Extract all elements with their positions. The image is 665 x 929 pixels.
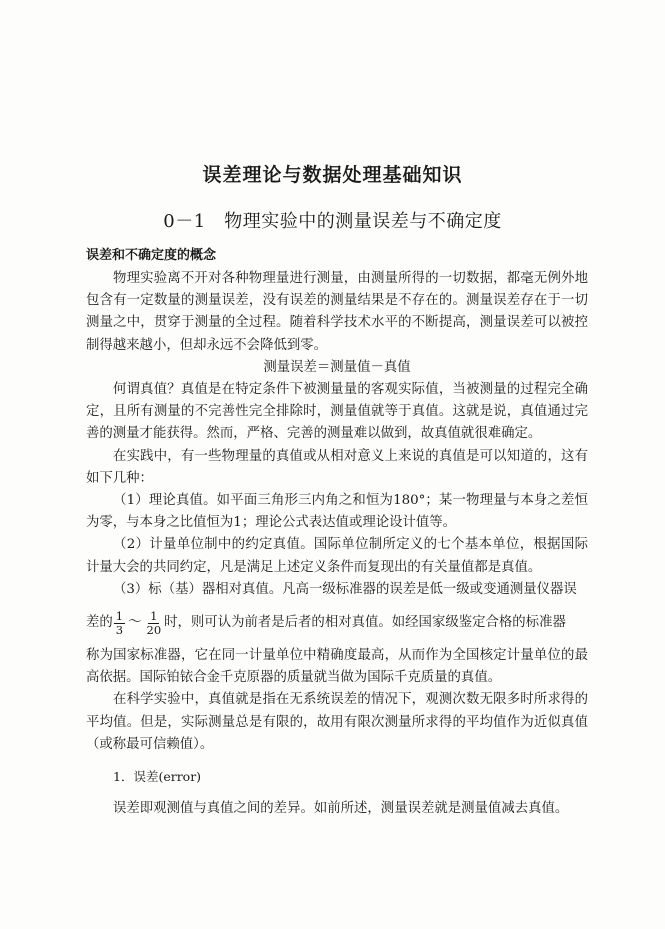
subheading: 误差和不确定度的概念 <box>86 248 217 263</box>
item-relative-true-value-line1: （3）标（基）器相对真值。凡高一级标准器的误差是低一级或变通测量仪器误 <box>113 581 577 597</box>
paragraph-true-value: 何谓真值？真值是在特定条件下被测量量的客观实际值，当被测量的过程完全确定，且所有测量的不完善性完全排除时，测量值就等于真值。这就是说，真值通过完善的测量才能获得。然而，严格、完善的测量难以做到，故真值就很难确定。 <box>86 382 588 442</box>
body-text <box>86 268 588 820</box>
item-conventional-true-value: （2）计量单位制中的约定真值。国际单位制所定义的七个基本单位，根据国际计量大会的共同约定，凡是满足上述定义条件而复现出的有关量值都是真值。 <box>86 537 588 575</box>
paragraph-measurement-error: 物理实验离不开对各种物理量进行测量，由测量所得的一切数据，都毫无例外地包含有一定数量的测量误差，没有误差的测量结果是不存在的。测量误差存在于一切测量之中，贯穿于测量的全过程。随着科学技术水平的不断提高，测量误差可以被控制得越来越小，但却永远不会降低到零。 <box>86 271 588 353</box>
paragraph-error-definition: 误差即观测值与真值之间的差异。如前所述，测量误差就是测量值减去真值。 <box>113 801 569 817</box>
fraction-numerator: 1 <box>115 608 124 623</box>
section-heading: 0－1 物理实验中的测量误差与不确定度 <box>163 211 502 232</box>
fraction-denominator: 20 <box>146 622 162 637</box>
fraction-one-third <box>114 610 125 637</box>
chapter-title: 误差理论与数据处理基础知识 <box>202 164 463 186</box>
item-relative-true-value-line2 <box>86 603 588 643</box>
fraction-denominator: 3 <box>115 622 124 637</box>
error-formula: 测量误差＝测量值－真值 <box>263 359 411 375</box>
paragraph-scientific-true-value: 在科学实验中，真值就是指在无系统误差的情况下，观测次数无限多时所求得的平均值。但是，实际测量总是有限的，故用有限次测量所求得的平均值作为近似真值（或称最可信赖值）。 <box>86 692 588 752</box>
fraction-numerator: 1 <box>150 608 158 623</box>
item-theoretical-true-value: （1）理论真值。如平面三角形三内角之和恒为180°；某一物理量与本身之差恒为零，与本身之比值恒为1；理论公式表达值或理论设计值等。 <box>86 493 588 531</box>
fraction-suffix: 时，则可认为前者是后者的相对真值。如经国家级鉴定合格的标准器 <box>164 614 566 630</box>
range-tilde: ～ <box>128 614 142 630</box>
item-relative-true-value-line3: 称为国家标准器，它在同一计量单位中精确度最高，从而作为全国核定计量单位的最高依据。国际铂铱合金千克原器的质量就当做为国际千克质量的真值。 <box>86 648 588 686</box>
fraction-one-twentieth <box>145 610 164 637</box>
paragraph-practice: 在实践中，有一些物理量的真值或从相对意义上来说的真值是可以知道的，这有如下几种： <box>86 448 588 486</box>
item-error-heading: 1．误差(error) <box>113 769 202 785</box>
fraction-prefix: 差的 <box>86 614 113 630</box>
